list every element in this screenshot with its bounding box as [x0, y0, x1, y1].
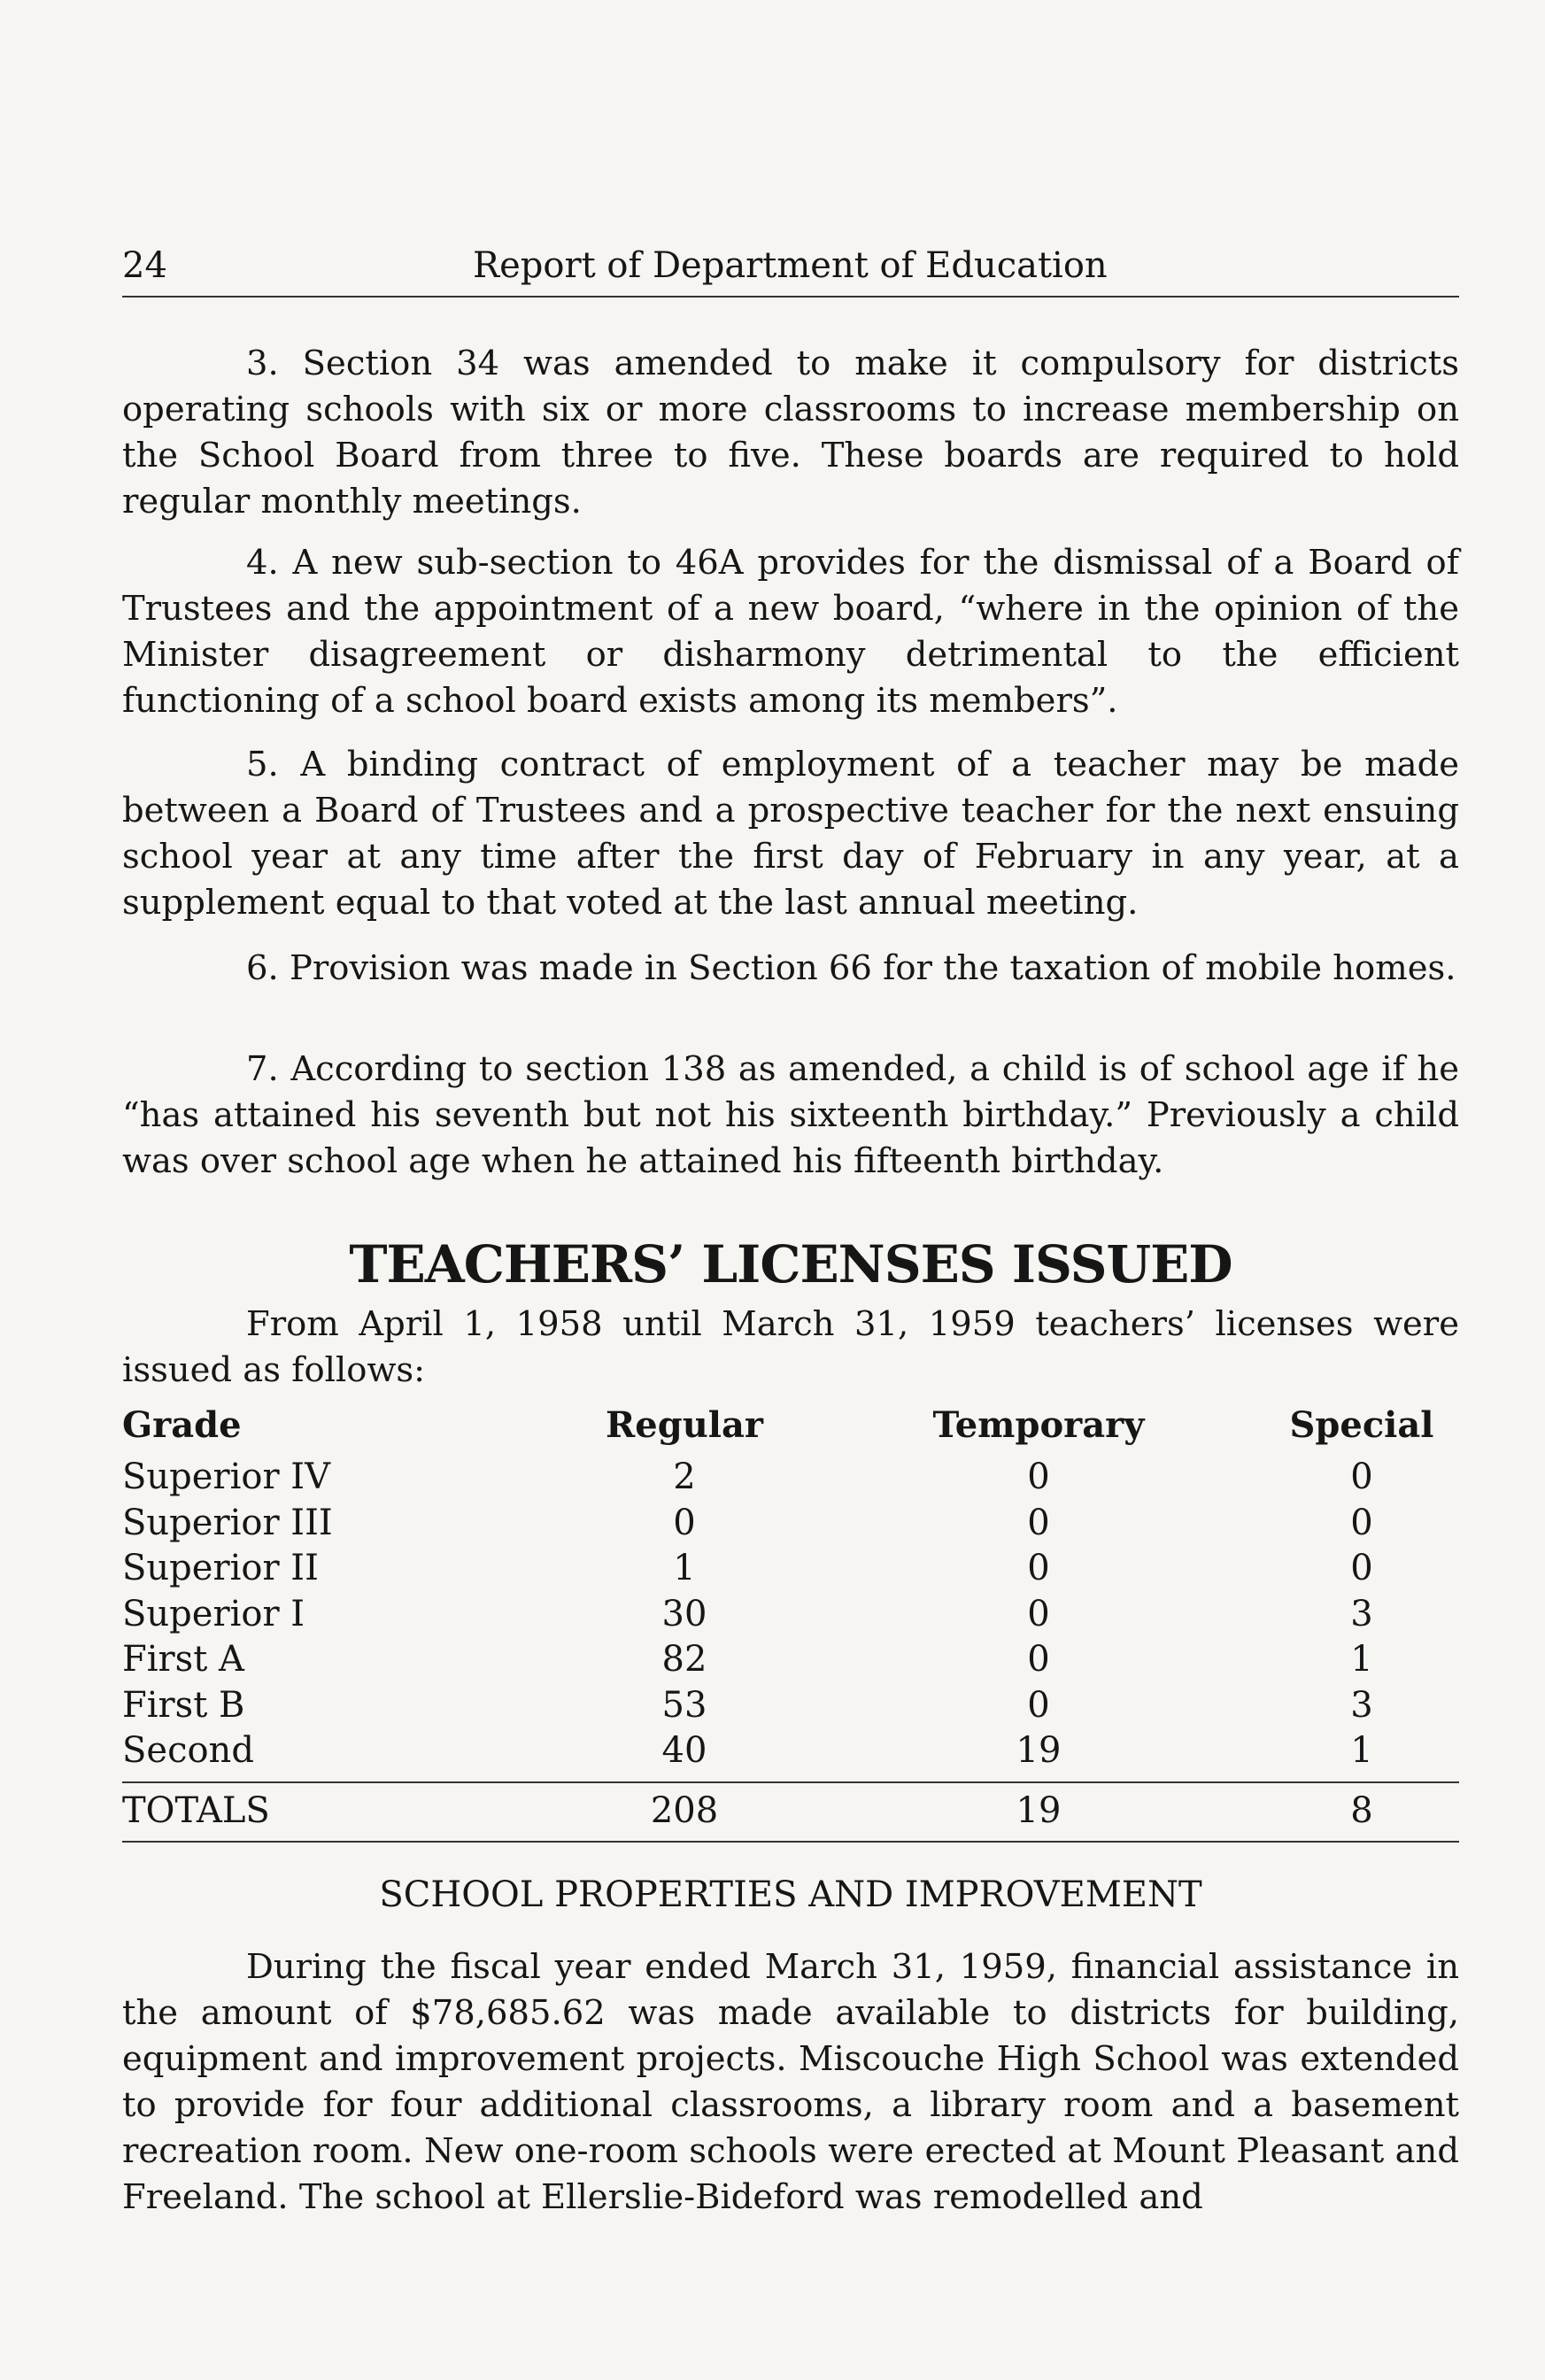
cell-grade: Superior IV: [122, 1457, 330, 1497]
cell-temporary: 0: [1027, 1548, 1050, 1588]
table-row: [122, 1546, 1459, 1592]
cell-special: 0: [1350, 1548, 1373, 1588]
cell-temporary: 0: [1027, 1502, 1050, 1543]
totals-top-rule: [122, 1781, 1459, 1783]
cell-regular: 30: [661, 1593, 707, 1634]
licenses-intro: From April 1, 1958 until March 31, 1959 teachers’ licenses were issued as follows:: [122, 1304, 1459, 1390]
table-row: [122, 1592, 1459, 1638]
table-header-row: [122, 1402, 1459, 1449]
page-number: 24: [122, 245, 167, 286]
cell-grade: First B: [122, 1684, 245, 1726]
totals-label: TOTALS: [122, 1789, 270, 1831]
cell-grade: Superior II: [122, 1548, 319, 1588]
cell-grade: Second: [122, 1730, 254, 1771]
cell-regular: 1: [673, 1548, 696, 1588]
cell-temporary: 19: [1016, 1730, 1062, 1771]
column-header-special: Special: [1289, 1404, 1434, 1446]
cell-regular: 2: [673, 1457, 696, 1497]
cell-regular: 82: [661, 1639, 707, 1680]
paragraph-7: 7. According to section 138 as amended, a child is of school age if he “has attained his seventh but not his sixteenth birthday.” Previously a child was over school age when he attained his fifteenth birthday.: [122, 1049, 1459, 1181]
cell-special: 1: [1350, 1639, 1373, 1680]
cell-grade: First A: [122, 1639, 244, 1680]
paragraph-3: 3. Section 34 was amended to make it compulsory for districts operating schools with six or more classrooms to increase membership on the School Board from three to five. These boards are required to hold regular monthly meetings.: [122, 344, 1459, 522]
cell-temporary: 0: [1027, 1593, 1050, 1634]
table-row: [122, 1728, 1459, 1774]
cell-special: 0: [1350, 1502, 1373, 1543]
running-header: [122, 239, 1459, 292]
cell-special: 0: [1350, 1457, 1373, 1497]
cell-regular: 0: [673, 1502, 696, 1543]
column-header-regular: Regular: [606, 1404, 763, 1446]
paragraph-5: 5. A binding contract of employment of a teacher may be made between a Board of Trustees and a prospective teacher for the next ensuing school year at any time after the first day of February in any year, at a supplement equal to that voted at the last annual meeting.: [122, 745, 1459, 923]
cell-grade: Superior III: [122, 1502, 333, 1543]
header-rule: [122, 296, 1459, 298]
column-header-grade: Grade: [122, 1404, 242, 1446]
totals-special: 8: [1350, 1789, 1373, 1831]
totals-temporary: 19: [1016, 1789, 1062, 1831]
totals-row: [122, 1789, 1459, 1835]
cell-temporary: 0: [1027, 1639, 1050, 1680]
totals-regular: 208: [650, 1789, 719, 1831]
paragraph-6: 6. Provision was made in Section 66 for the taxation of mobile homes.: [246, 948, 1456, 988]
paragraph-4: 4. A new sub-section to 46A provides for the dismissal of a Board of Trustees and the appointment of a new board, “where in the opinion of the Minister disagreement or disharmony detrimental to the efficient functioning of a school board exists among its members”.: [122, 543, 1459, 721]
properties-paragraph: During the fiscal year ended March 31, 1959, financial assistance in the amount of $78,685.62 was made available to districts for building, equipment and improvement projects. Miscouche High School was extended to provide for four additional classrooms, a library room and a basement recreation room. New one-room schools were erected at Mount Pleasant and Freeland. The school at Ellerslie-Bideford was remodelled and: [122, 1947, 1459, 2217]
running-title: Report of Department of Education: [473, 245, 1108, 286]
licenses-table: [122, 1402, 1459, 1843]
section-title-properties: SCHOOL PROPERTIES AND IMPROVEMENT: [379, 1874, 1202, 1915]
cell-temporary: 0: [1027, 1457, 1050, 1497]
table-row: [122, 1683, 1459, 1729]
cell-temporary: 0: [1027, 1684, 1050, 1726]
cell-special: 1: [1350, 1730, 1373, 1771]
column-header-temporary: Temporary: [932, 1404, 1145, 1446]
table-row: [122, 1501, 1459, 1547]
cell-grade: Superior I: [122, 1593, 305, 1634]
cell-special: 3: [1350, 1684, 1373, 1726]
table-row: [122, 1637, 1459, 1683]
cell-special: 3: [1350, 1593, 1373, 1634]
cell-regular: 53: [661, 1684, 707, 1726]
section-title-licenses: TEACHERS’ LICENSES ISSUED: [349, 1234, 1232, 1294]
table-row: [122, 1455, 1459, 1501]
cell-regular: 40: [661, 1730, 707, 1771]
totals-bottom-rule: [122, 1841, 1459, 1843]
